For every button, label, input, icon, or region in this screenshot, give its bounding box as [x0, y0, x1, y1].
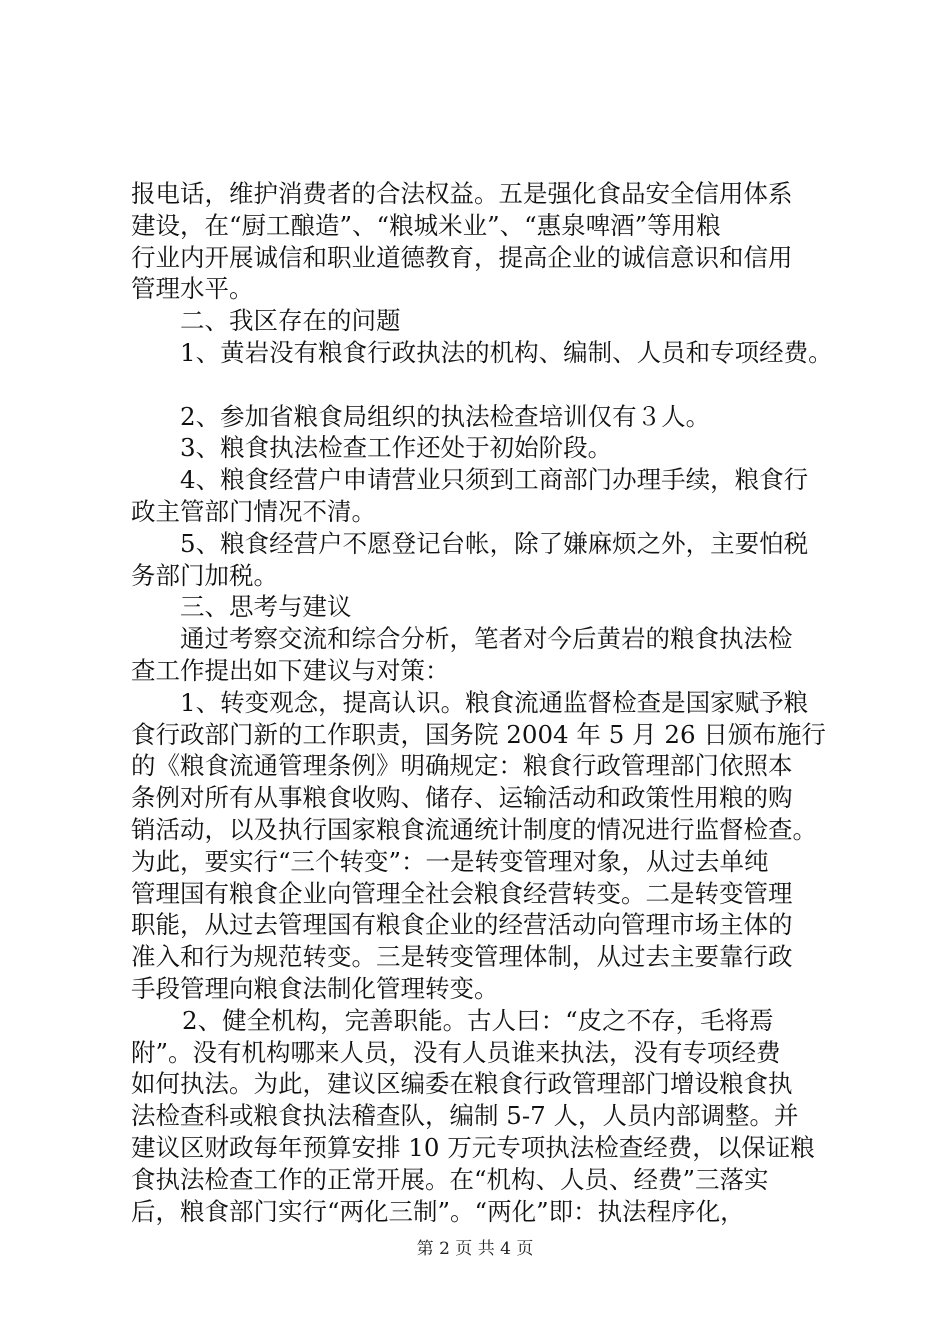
text-line: 如何执法。为此，建议区编委在粮食行政管理部门增设粮食执 — [131, 1069, 793, 1099]
text-line: 管理国有粮食企业向管理全社会粮食经营转变。二是转变管理 — [131, 878, 793, 908]
text-line: 条例对所有从事粮食收购、储存、运输活动和政策性用粮的购 — [131, 783, 793, 813]
text-line: 建设，在“厨工酿造”、“粮城米业”、“惠泉啤酒”等用粮 — [131, 210, 721, 240]
list-item: 5、粮食经营户不愿登记台帐，除了嫌麻烦之外，主要怕税 — [180, 528, 809, 558]
text-line: 食行政部门新的工作职责，国务院 2004 年 5 月 26 日颁布施行 — [131, 719, 826, 749]
section-heading: 三、思考与建议 — [180, 592, 352, 622]
text-line: 报电话，维护消费者的合法权益。五是强化食品安全信用体系 — [131, 179, 793, 208]
page-footer — [0, 1234, 950, 1259]
text-line: 政主管部门情况不清。 — [131, 496, 376, 526]
text-line: 管理水平。 — [131, 274, 254, 304]
list-item: 4、粮食经营户申请营业只须到工商部门办理手续，粮食行 — [180, 465, 809, 495]
text-line: 建议区财政每年预算安排 10 万元专项执法检查经费，以保证粮 — [131, 1132, 815, 1162]
list-item: 1、黄岩没有粮食行政执法的机构、编制、人员和专项经费。 — [180, 337, 833, 367]
text-line: 后，粮食部门实行“两化三制”。“两化”即：执法程序化， — [131, 1196, 745, 1226]
text-line: 务部门加税。 — [131, 560, 278, 590]
blank-line — [131, 369, 841, 401]
section-heading: 二、我区存在的问题 — [180, 306, 401, 336]
text-line: 行业内开展诚信和职业道德教育，提高企业的诚信意识和信用 — [131, 242, 793, 272]
list-item: 3、粮食执法检查工作还处于初始阶段。 — [180, 433, 613, 463]
text-line: 手段管理向粮食法制化管理转变。 — [131, 973, 499, 1003]
text-line: 为此，要实行“三个转变”：一是转变管理对象，从过去单纯 — [131, 846, 769, 876]
body-text — [131, 178, 841, 1227]
text-line: 职能，从过去管理国有粮食企业的经营活动向管理市场主体的 — [131, 910, 793, 940]
text-line: 食执法检查工作的正常开展。在“机构、人员、经费”三落实 — [131, 1164, 769, 1194]
page-number-label: 第 2 页 共 4 页 — [416, 1239, 534, 1259]
text-line: 附”。没有机构哪来人员，没有人员谁来执法，没有专项经费 — [131, 1037, 781, 1067]
text-line: 查工作提出如下建议与对策： — [131, 655, 450, 685]
paragraph-start: 通过考察交流和综合分析，笔者对今后黄岩的粮食执法检 — [180, 624, 793, 654]
list-item: 2、健全机构，完善职能。古人曰：“皮之不存，毛将焉 — [182, 1005, 774, 1035]
text-line: 销活动，以及执行国家粮食流通统计制度的情况进行监督检查。 — [131, 814, 817, 844]
text-line: 准入和行为规范转变。三是转变管理体制，从过去主要靠行政 — [131, 942, 793, 972]
list-item: 2、参加省粮食局组织的执法检查培训仅有３人。 — [180, 401, 711, 431]
text-line: 法检查科或粮食执法稽查队，编制 5-7 人，人员内部调整。并 — [131, 1101, 799, 1131]
text-line: 的《粮食流通管理条例》明确规定：粮食行政管理部门依照本 — [131, 751, 793, 781]
list-item: 1、转变观念，提高认识。粮食流通监督检查是国家赋予粮 — [180, 687, 809, 717]
